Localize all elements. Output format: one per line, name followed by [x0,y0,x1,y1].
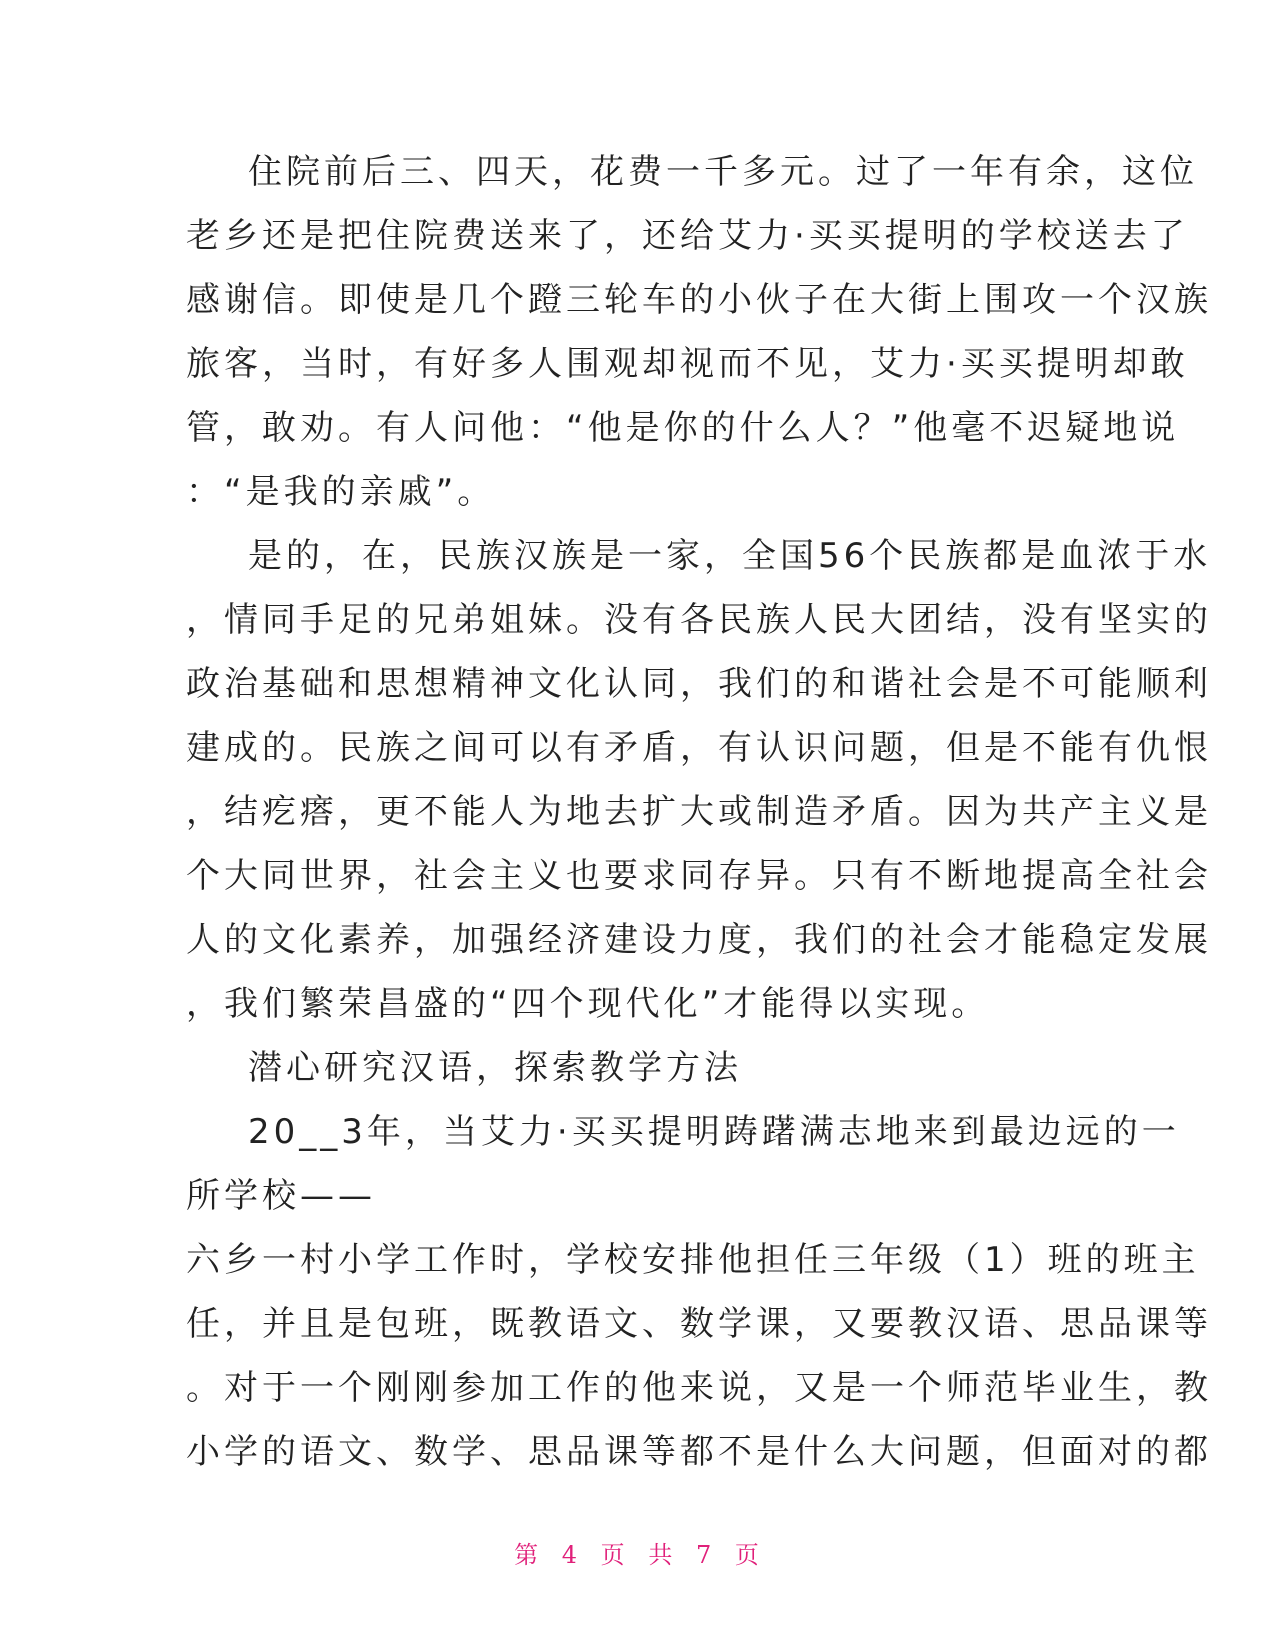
body-text [186,140,1212,1484]
text-line: 感谢信。即使是几个蹬三轮车的小伙子在大街上围攻一个汉族 [186,280,1212,320]
text-line: ，结疙瘩，更不能人为地去扩大或制造矛盾。因为共产主义是 [186,792,1212,832]
text-line: 管，敢劝。有人问他：“他是你的什么人？”他毫不迟疑地说 [186,408,1180,448]
footer-label-unit: 页 [600,1541,627,1569]
text-line: 六乡一村小学工作时，学校安排他担任三年级（1）班的班主 [186,1240,1200,1280]
footer-total-pages: 7 [695,1541,714,1569]
text-line: 建成的。民族之间可以有矛盾，有认识问题，但是不能有仇恨 [186,728,1212,768]
page-footer [0,1535,1275,1570]
footer-label-total: 共 [648,1541,675,1569]
text-line: 20__3年，当艾力·买买提明踌躇满志地来到最边远的一 [248,1112,1180,1152]
text-line: 所学校—— [186,1176,376,1216]
text-line: 老乡还是把住院费送来了，还给艾力·买买提明的学校送去了 [186,216,1189,256]
footer-label-page: 第 [514,1541,541,1569]
text-line: 政治基础和思想精神文化认同，我们的和谐社会是不可能顺利 [186,664,1212,704]
text-line: ，情同手足的兄弟姐妹。没有各民族人民大团结，没有坚实的 [186,600,1212,640]
text-line: 住院前后三、四天，花费一千多元。过了一年有余，这位 [248,152,1198,192]
text-line: 旅客，当时，有好多人围观却视而不见，艾力·买买提明却敢 [186,344,1189,384]
text-line: 是的，在，民族汉族是一家，全国56个民族都是血浓于水 [248,536,1212,576]
text-line: 任，并且是包班，既教语文、数学课，又要教汉语、思品课等 [186,1304,1212,1344]
section-heading: 潜心研究汉语，探索教学方法 [248,1048,742,1088]
text-line: 。对于一个刚刚参加工作的他来说，又是一个师范毕业生，教 [186,1368,1212,1408]
text-line: ，我们繁荣昌盛的“四个现代化”才能得以实现。 [186,984,990,1024]
text-line: 小学的语文、数学、思品课等都不是什么大问题，但面对的都 [186,1432,1212,1472]
text-line: 个大同世界，社会主义也要求同存异。只有不断地提高全社会 [186,856,1212,896]
text-line: 人的文化素养，加强经济建设力度，我们的社会才能稳定发展 [186,920,1212,960]
text-line: ：“是我的亲戚”。 [186,472,496,512]
footer-current-page: 4 [561,1541,580,1569]
footer-label-unit-2: 页 [734,1541,761,1569]
